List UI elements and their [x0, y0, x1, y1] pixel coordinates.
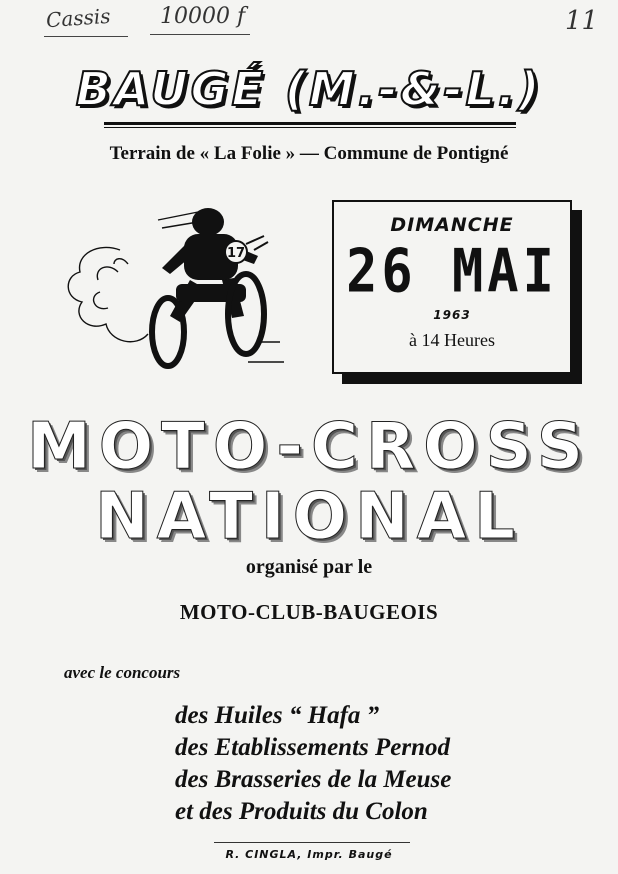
rider-number: 17 — [226, 246, 246, 261]
title-rule — [104, 122, 516, 125]
event-name-line-2: NATIONAL — [95, 480, 523, 554]
event-day: DIMANCHE — [390, 214, 514, 236]
printer-credit: R. CINGLA, Impr. Baugé — [225, 848, 393, 861]
sponsor-list — [175, 700, 451, 828]
sponsor-line: des Huiles “ Hafa ” — [175, 702, 380, 729]
location-line: Terrain de « La Folie » — Commune de Pontigné — [109, 143, 509, 164]
printer-rule — [214, 842, 410, 843]
club-name: MOTO-CLUB-BAUGEOIS — [179, 600, 439, 624]
sponsor-intro: avec le concours — [64, 663, 181, 682]
handwritten-underline — [150, 34, 250, 35]
poster-title: BAUGÉ (M.-&-L.) — [75, 62, 543, 116]
event-name-line-1: MOTO-CROSS — [27, 410, 591, 484]
handwritten-underline — [44, 36, 128, 37]
sponsor-line: des Brasseries de la Meuse — [175, 766, 452, 793]
sponsor-line: et des Produits du Colon — [175, 798, 428, 825]
handwritten-page-number: 11 — [565, 6, 599, 36]
handwritten-note: Cassis — [45, 3, 112, 33]
handwritten-price: 10000 f — [160, 4, 246, 29]
sponsor-line: des Etablissements Pernod — [175, 734, 451, 761]
event-date: 26 MAI — [346, 237, 558, 307]
event-time: à 14 Heures — [409, 330, 495, 350]
organised-by: organisé par le — [245, 556, 373, 578]
event-year: 1963 — [433, 308, 471, 322]
motorcycle-rider-illustration — [58, 192, 286, 382]
title-rule — [104, 127, 516, 128]
date-box — [332, 200, 572, 374]
